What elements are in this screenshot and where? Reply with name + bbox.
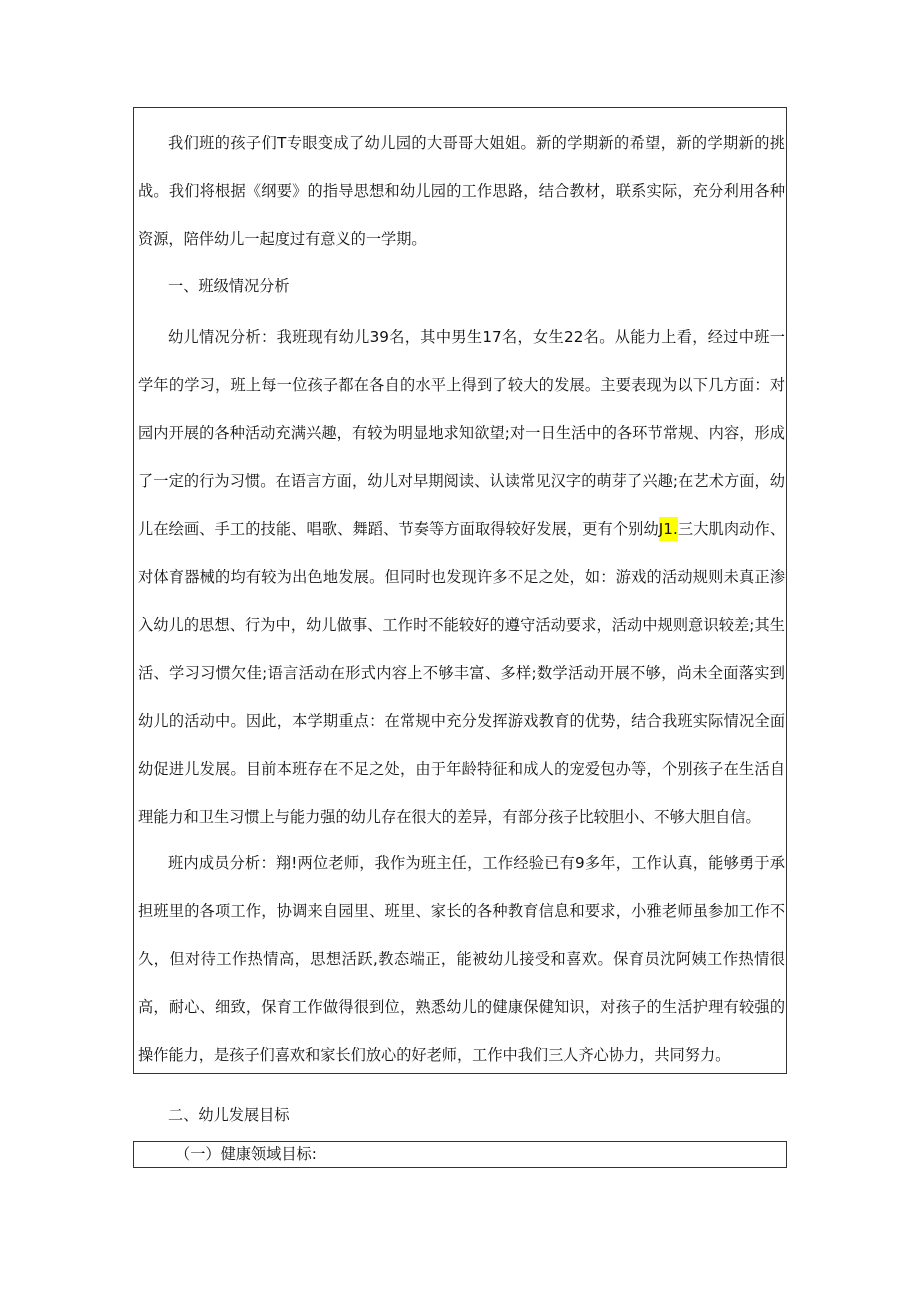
child-analysis-text-2: 三大肌肉动作、对体育器械的均有较为出色地发展。但同时也发现许多不足之处，如：游戏的活动规则未真正渗入幼儿的思想、行为中，幼儿做事、工作时不能较好的遵守活动要求，活动中规则意识较差;其生活、学习习惯欠佳;语言活动在形式内容上不够丰富、多样;数学活动开展不够，尚未全面落实到幼儿的活动中。因此，本学期重点：在常规中充分发挥游戏教育的优势，结合我班实际情况全面幼促进儿发展。目前本班存在不足之处，由于年龄特征和成人的宠爱包办等，个别孩子在生活自理能力和卫生习惯上与能力强的幼儿存在很大的差异，有部分孩子比较胆小、不够大胆自信。 [138, 520, 786, 826]
child-analysis-paragraph [138, 313, 785, 841]
highlighted-text: J1. [659, 517, 678, 541]
section-heading-class-analysis: 一、班级情况分析 [168, 277, 290, 295]
member-analysis-paragraph: 班内成员分析：翔!两位老师，我作为班主任，工作经验已有9多年，工作认真，能够勇于承担班里的各项工作，协调来自园里、班里、家长的各种教育信息和要求，小雅老师虽参加工作不久，但对待工作热情高，思想活跃,教态端正，能被幼儿接受和喜欢。保育员沈阿姨工作热情很高，耐心、细致，保育工作做得很到位，熟悉幼儿的健康保健知识，对孩子的生活护理有较强的操作能力，是孩子们喜欢和家长们放心的好老师，工作中我们三人齐心协力，共同努力。 [138, 854, 785, 1064]
health-goals-heading: （一）健康领域目标: [175, 1145, 317, 1163]
section-heading-development-goals: 二、幼儿发展目标 [168, 1106, 290, 1124]
child-analysis-text-1: 幼儿情况分析：我班现有幼儿39名，其中男生17名，女生22名。从能力上看，经过中班一学年的学习，班上每一位孩子都在各自的水平上得到了较大的发展。主要表现为以下几方面：对园内开展的各种活动充满兴趣，有较为明显地求知欲望;对一日生活中的各环节常规、内容，形成了一定的行为习惯。在语言方面，幼儿对早期阅读、认读常见汉字的萌芽了兴趣;在艺术方面，幼儿在绘画、手工的技能、唱歌、舞蹈、节奏等方面取得较好发展，更有个别幼 [138, 328, 785, 538]
intro-paragraph: 我们班的孩子们T专眼变成了幼儿园的大哥哥大姐姐。新的学期新的希望，新的学期新的挑战。我们将根据《纲要》的指导思想和幼儿园的工作思路，结合教材，联系实际，充分利用各种资源，陪伴幼儿一起度过有意义的一学期。 [138, 134, 785, 248]
